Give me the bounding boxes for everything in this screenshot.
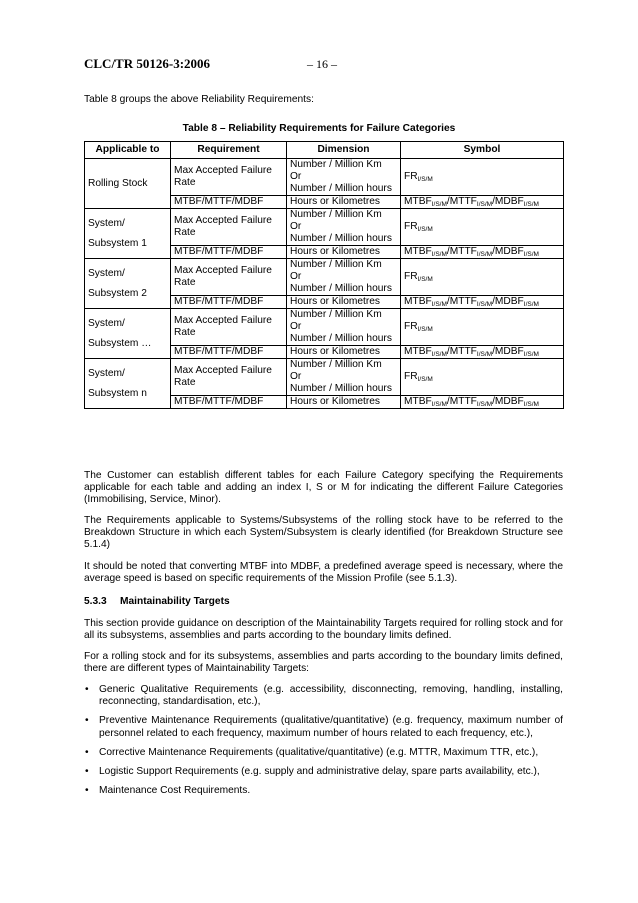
applicable-to-label: Subsystem 2	[88, 287, 147, 299]
requirement-cell: Max Accepted Failure Rate	[171, 359, 287, 396]
requirement-cell: MTBF/MTTF/MDBF	[171, 346, 287, 359]
list-item	[84, 715, 563, 739]
symbol-cell: $FR_{I/S/M}$	[401, 359, 564, 396]
applicable-to-cell	[85, 359, 171, 409]
dimension-cell: Hours or Kilometres	[287, 246, 401, 259]
requirement-cell: MTBF/MTTF/MDBF	[171, 296, 287, 309]
requirement-cell: Max Accepted Failure Rate	[171, 209, 287, 246]
table-row	[85, 159, 564, 196]
table-row	[85, 309, 564, 346]
section-title: Maintainability Targets	[120, 596, 230, 607]
paragraph: It should be noted that converting MTBF into MDBF, a predefined average speed is necessary, where the average speed is based on specific requirements of the Mission Profile (see 5.1.3).	[84, 561, 563, 585]
paragraph: For a rolling stock and for its subsystems, assemblies and parts according to the boundary limits defined, there are different types of Maintainability Targets:	[84, 651, 563, 675]
table-header-row	[85, 142, 564, 159]
column-header: Applicable to	[85, 142, 171, 159]
list-item	[84, 785, 563, 797]
dimension-cell: Number / Million Km Or Number / Million hours	[287, 159, 401, 196]
applicable-to-label: Rolling Stock	[88, 177, 148, 189]
table-row	[85, 259, 564, 296]
symbol-cell: $MTBF_{I/S/M}/MTTF_{I/S/M}/MDBF_{I/S/M}$	[401, 196, 564, 209]
applicable-to-cell	[85, 209, 171, 259]
applicable-to-label: System/	[88, 367, 125, 379]
column-header: Dimension	[287, 142, 401, 159]
list-item-text: Corrective Maintenance Requirements (qualitative/quantitative) (e.g. MTTR, Maximum TTR, etc.),	[99, 746, 539, 758]
page-header	[84, 56, 564, 72]
applicable-to-label: Subsystem 1	[88, 237, 147, 249]
symbol-cell: $FR_{I/S/M}$	[401, 209, 564, 246]
bullet-icon: •	[85, 684, 89, 695]
bullet-icon: •	[85, 785, 89, 797]
dimension-cell: Hours or Kilometres	[287, 346, 401, 359]
section-heading	[84, 596, 230, 607]
requirement-cell: Max Accepted Failure Rate	[171, 159, 287, 196]
section-number: 5.3.3	[84, 596, 107, 607]
applicable-to-label: System/	[88, 267, 125, 279]
dimension-cell: Hours or Kilometres	[287, 296, 401, 309]
table-row	[85, 359, 564, 396]
requirement-cell: MTBF/MTTF/MDBF	[171, 246, 287, 259]
paragraph: The Customer can establish different tables for each Failure Category specifying the Requirements applicable for each table and adding an index I, S or M for indicating the different Failure Categories (Immobilising, Service, Minor).	[84, 470, 563, 506]
list-item	[84, 747, 563, 759]
dimension-cell: Hours or Kilometres	[287, 196, 401, 209]
column-header: Requirement	[171, 142, 287, 159]
list-item	[84, 684, 563, 708]
bullet-icon: •	[85, 715, 89, 727]
paragraph: The Requirements applicable to Systems/Subsystems of the rolling stock have to be referred to the Breakdown Structure in which each System/Subsystem is clearly identified (for Breakdown Structure see 5.1.4)	[84, 515, 563, 551]
requirement-cell: MTBF/MTTF/MDBF	[171, 196, 287, 209]
list-item-text: Logistic Support Requirements (e.g. supply and administrative delay, spare parts availability, etc.),	[99, 766, 540, 778]
dimension-cell: Number / Million Km Or Number / Million hours	[287, 259, 401, 296]
document-id: CLC/TR 50126-3:2006	[84, 56, 211, 71]
dimension-cell: Number / Million Km Or Number / Million hours	[287, 209, 401, 246]
dimension-cell: Hours or Kilometres	[287, 396, 401, 409]
symbol-cell: $MTBF_{I/S/M}/MTTF_{I/S/M}/MDBF_{I/S/M}$	[401, 396, 564, 409]
reliability-requirements-table	[84, 141, 564, 409]
bullet-icon: •	[85, 766, 89, 778]
intro-text: Table 8 groups the above Reliability Requirements:	[84, 94, 314, 105]
list-item	[84, 766, 563, 778]
list-item-text: Preventive Maintenance Requirements (qualitative/quantitative) (e.g. frequency, maximum number of personnel related to each frequency, maximum number of hours related to each frequency, etc.),	[99, 715, 563, 739]
symbol-cell: $FR_{I/S/M}$	[401, 309, 564, 346]
applicable-to-cell	[85, 159, 171, 209]
applicable-to-label: Subsystem n	[88, 387, 147, 399]
bullet-icon: •	[85, 746, 89, 758]
table-row	[85, 209, 564, 246]
list-item-text: Maintenance Cost Requirements.	[99, 785, 251, 797]
symbol-cell: $MTBF_{I/S/M}/MTTF_{I/S/M}/MDBF_{I/S/M}$	[401, 246, 564, 259]
symbol-cell: $FR_{I/S/M}$	[401, 259, 564, 296]
requirement-cell: MTBF/MTTF/MDBF	[171, 396, 287, 409]
applicable-to-label: Subsystem …	[88, 337, 152, 349]
symbol-cell: $MTBF_{I/S/M}/MTTF_{I/S/M}/MDBF_{I/S/M}$	[401, 346, 564, 359]
requirement-cell: Max Accepted Failure Rate	[171, 259, 287, 296]
list-item-text: Generic Qualitative Requirements (e.g. accessibility, disconnecting, removing, handling, installing, reconnecting, standardisation, etc.),	[99, 684, 563, 708]
paragraph: This section provide guidance on description of the Maintainability Targets required for rolling stock and for all its subsystems, assemblies and parts according to the boundary limits defined.	[84, 618, 563, 642]
requirement-cell: Max Accepted Failure Rate	[171, 309, 287, 346]
applicable-to-label: System/	[88, 317, 125, 329]
dimension-cell: Number / Million Km Or Number / Million hours	[287, 309, 401, 346]
symbol-cell: $MTBF_{I/S/M}/MTTF_{I/S/M}/MDBF_{I/S/M}$	[401, 296, 564, 309]
table-caption: Table 8 – Reliability Requirements for Failure Categories	[182, 123, 456, 134]
symbol-cell: $FR_{I/S/M}$	[401, 159, 564, 196]
page-number: – 16 –	[307, 57, 337, 71]
dimension-cell: Number / Million Km Or Number / Million hours	[287, 359, 401, 396]
column-header: Symbol	[401, 142, 564, 159]
applicable-to-label: System/	[88, 217, 125, 229]
maintainability-target-list	[84, 684, 563, 804]
applicable-to-cell	[85, 309, 171, 359]
applicable-to-cell	[85, 259, 171, 309]
